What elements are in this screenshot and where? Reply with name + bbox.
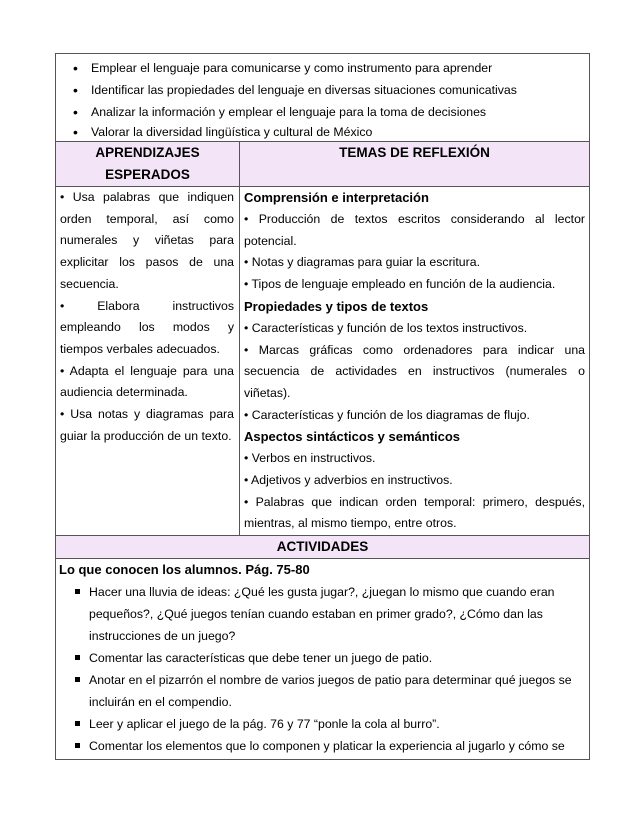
header-row bbox=[56, 142, 590, 187]
tema-item: • Notas y diagramas para guiar la escritura. bbox=[244, 255, 481, 270]
tema-item: • Características y función de los textos instructivos. bbox=[244, 320, 528, 335]
activity-item: Anotar en el pizarrón el nombre de varios juegos de patio para determinar qué juegos se incluirán en el compendio. bbox=[59, 669, 585, 713]
activities-section-title: Lo que conocen los alumnos. Pág. 75-80 bbox=[59, 562, 310, 578]
activity-item: Hacer una lluvia de ideas: ¿Qué les gusta jugar?, ¿juegan lo mismo que cuando eran pequeños?, ¿Qué juegos tenían cuando estaban en primer grado?, ¿Cómo dan las instrucciones de un juego? bbox=[59, 581, 585, 647]
purposes-row bbox=[56, 54, 590, 142]
content-row bbox=[56, 187, 590, 536]
aprendizaje-item: • Usa notas y diagramas para guiar la producción de un texto. bbox=[60, 407, 234, 443]
purpose-item: • Identificar las propiedades del lenguaje en diversas situaciones comunicativas bbox=[60, 79, 585, 101]
purposes-list bbox=[60, 57, 585, 141]
temas-header: TEMAS DE REFLEXIÓN bbox=[339, 145, 490, 160]
planning-table bbox=[55, 53, 590, 760]
tema-heading: Comprensión e interpretación bbox=[244, 190, 429, 205]
aprendizajes-header: APRENDIZAJES ESPERADOS bbox=[95, 145, 200, 182]
tema-item: • Verbos en instructivos. bbox=[244, 451, 376, 466]
tema-heading: Aspectos sintácticos y semánticos bbox=[244, 429, 461, 445]
tema-item: • Palabras que indican orden temporal: primero, después, mientras, al mismo tiempo, entre otros. bbox=[244, 494, 586, 531]
activity-item: Leer y aplicar el juego de la pág. 76 y 77 “ponle la cola al burro”. bbox=[59, 713, 585, 735]
tema-item: • Adjetivos y adverbios en instructivos. bbox=[244, 473, 453, 488]
activities-row bbox=[56, 559, 590, 760]
tema-item: • Marcas gráficas como ordenadores para indicar una secuencia de actividades en instructivos (numerales o viñetas). bbox=[244, 342, 586, 400]
tema-item: • Características y función de los diagramas de flujo. bbox=[244, 407, 530, 422]
tema-item: • Tipos de lenguaje empleado en función de la audiencia. bbox=[244, 277, 556, 292]
tema-heading: Propiedades y tipos de textos bbox=[244, 298, 429, 314]
aprendizaje-item: • Adapta el lenguaje para una audiencia determinada. bbox=[60, 363, 234, 400]
tema-item: • Producción de textos escritos considerando al lector potencial. bbox=[244, 212, 586, 248]
activities-header: ACTIVIDADES bbox=[276, 539, 369, 555]
purpose-item: • Analizar la información y emplear el lenguaje para la toma de decisiones bbox=[60, 101, 585, 123]
aprendizaje-item: • Elabora instructivos empleando los modos y tiempos verbales adecuados. bbox=[60, 298, 234, 356]
activities-list bbox=[59, 581, 585, 757]
aprendizaje-item: • Usa palabras que indiquen orden temporal, así como numerales y viñetas para explicitar los pasos de una secuencia. bbox=[60, 190, 234, 291]
activity-item: Comentar los elementos que lo componen y platicar la experiencia al jugarlo y cómo se bbox=[59, 735, 585, 757]
activities-header-row bbox=[56, 536, 590, 559]
activity-item: Comentar las características que debe tener un juego de patio. bbox=[59, 647, 585, 669]
purpose-item: • Emplear el lenguaje para comunicarse y como instrumento para aprender bbox=[60, 57, 585, 79]
purpose-item: • Valorar la diversidad lingüística y cultural de México bbox=[60, 123, 585, 141]
